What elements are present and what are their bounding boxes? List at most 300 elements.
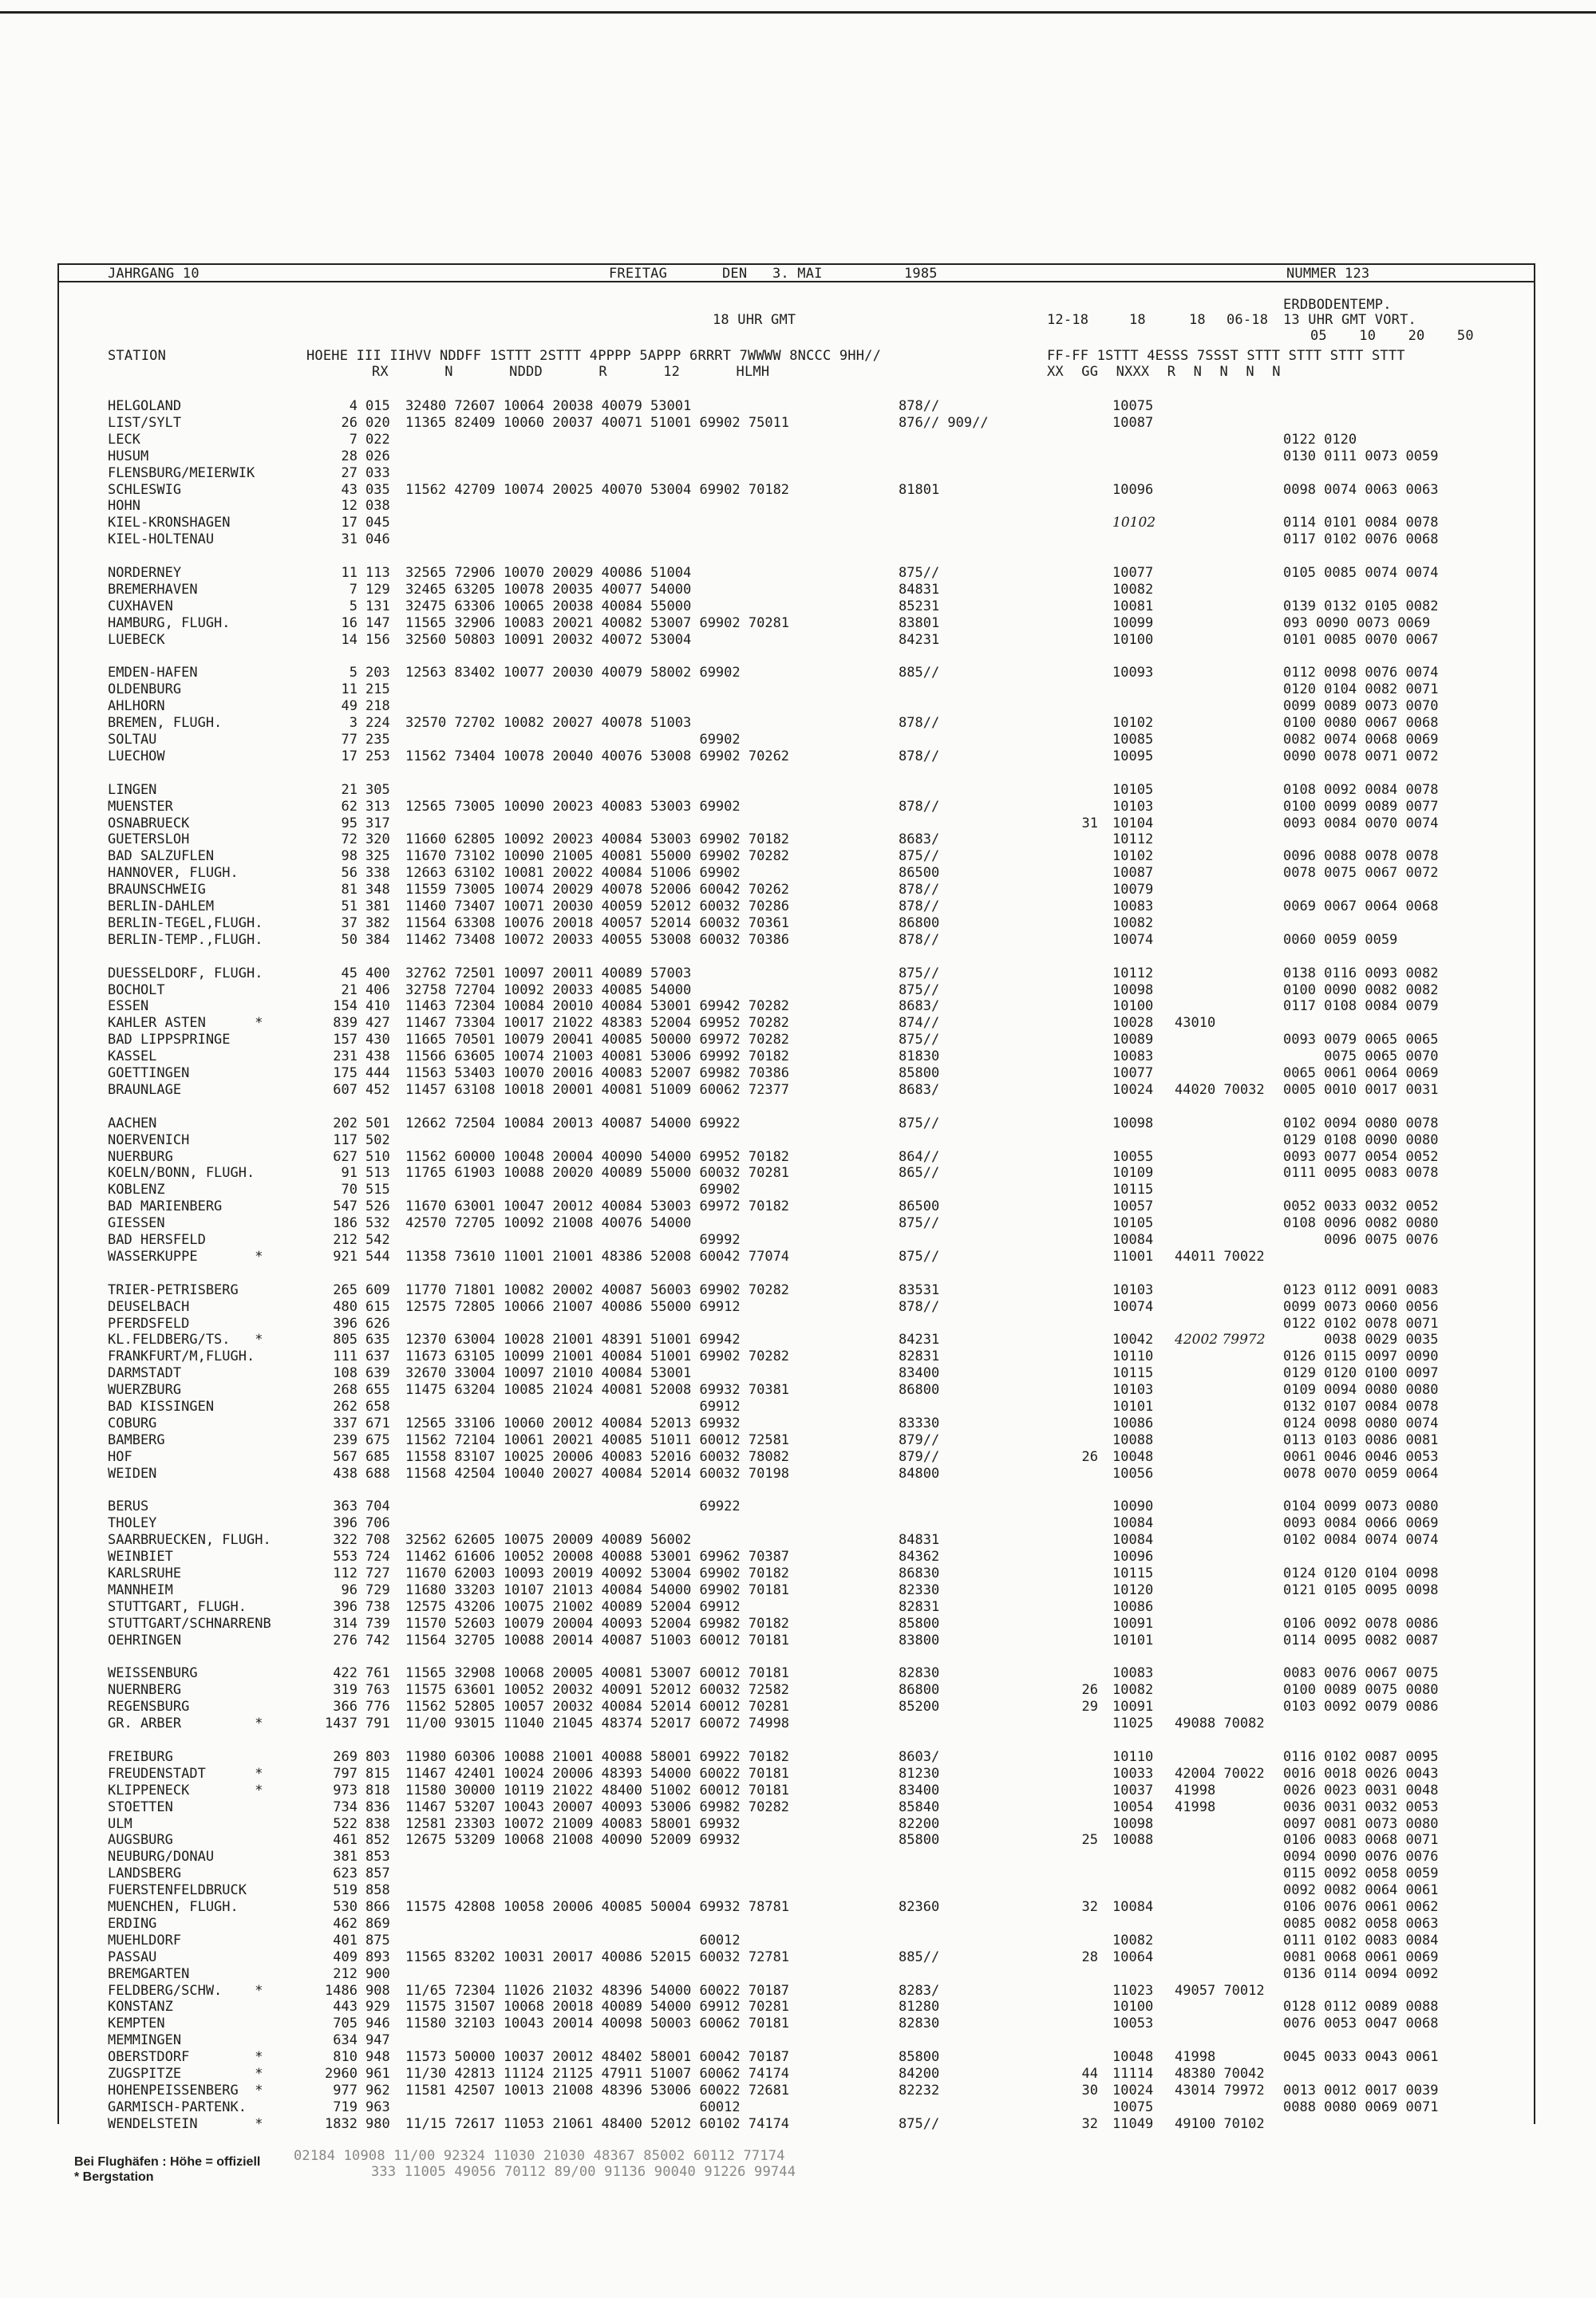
station-height: 810 [333, 2049, 358, 2066]
station-index: 852 [365, 1832, 390, 1849]
station-index: 637 [365, 1348, 390, 1365]
table-row [0, 465, 1596, 482]
table-row [0, 1065, 1596, 1082]
station-height: 409 [333, 1949, 358, 1965]
station-height: 705 [333, 2016, 358, 2032]
max-temp-group: 10112 [1112, 831, 1154, 848]
station-index: 452 [365, 1081, 390, 1098]
cloud-group: 83330 [899, 1415, 940, 1431]
soil-temperatures: 0016 0018 0026 0043 [1283, 1765, 1439, 1782]
synop-groups: 11680 33203 10107 21013 40084 54000 69902 70181 [405, 1581, 790, 1598]
cloud-group: 86500 [899, 865, 940, 882]
station-name: REGENSBURG [108, 1699, 190, 1716]
max-temp-group: 10055 [1112, 1148, 1154, 1165]
table-row [0, 1048, 1596, 1065]
cloud-group: 81801 [899, 481, 940, 498]
soil-temperatures: 093 0090 0073 0069 [1283, 614, 1431, 631]
max-temp-group: 10054 [1112, 1799, 1154, 1815]
station-height: 56 [341, 865, 358, 882]
station-index: 147 [365, 614, 390, 631]
soil-temperatures: 0069 0067 0064 0068 [1283, 898, 1439, 914]
soil-temperatures: 0114 0101 0084 0078 [1283, 515, 1439, 531]
synop-groups: 32562 62605 10075 20009 40089 56002 [405, 1532, 692, 1549]
soil-temperatures: 0085 0082 0058 0063 [1283, 1915, 1439, 1932]
station-height: 77 [341, 732, 358, 748]
station-height: 462 [333, 1915, 358, 1932]
station-index: 963 [365, 2099, 390, 2115]
station-index: 818 [365, 1782, 390, 1799]
max-temp-group: 10089 [1112, 1032, 1154, 1048]
station-height: 634 [333, 2032, 358, 2049]
station-height: 366 [333, 1699, 358, 1716]
station-height: 45 [341, 965, 358, 981]
footnote-mountain-station: * Bergstation [74, 2170, 154, 2184]
station-height: 81 [341, 882, 358, 898]
gust-value: 29 [1081, 1699, 1098, 1716]
station-index: 639 [365, 1365, 390, 1382]
time-13-heading: 13 UHR GMT VORT. [1283, 312, 1416, 328]
max-temp-group: 10110 [1112, 1348, 1154, 1365]
max-temp-group: 10101 [1112, 1399, 1154, 1415]
station-name: MUENCHEN, FLUGH. [108, 1899, 239, 1915]
station-index: 857 [365, 1866, 390, 1882]
synop-groups: 11562 73404 10078 20040 40076 53008 69902 70262 [405, 748, 790, 764]
max-temp-group: 10083 [1112, 898, 1154, 914]
station-index: 685 [365, 1448, 390, 1465]
synop-groups: 11467 53207 10043 20007 40093 53006 69982 70282 [405, 1799, 790, 1815]
table-row [0, 1149, 1596, 1166]
gust-value: 26 [1081, 1448, 1098, 1465]
station-height: 977 [333, 2082, 358, 2099]
synop-groups: 32570 72702 10082 20027 40078 51003 [405, 715, 692, 732]
station-index: 929 [365, 1999, 390, 2016]
table-row [0, 415, 1596, 432]
soil-temperatures: 0052 0033 0032 0052 [1283, 1198, 1439, 1215]
table-row [0, 1365, 1596, 1382]
table-row [0, 915, 1596, 932]
max-temp-group: 10115 [1112, 1182, 1154, 1198]
table-row [0, 1182, 1596, 1198]
cloud-group: 82200 [899, 1815, 940, 1832]
max-temp-group: 10120 [1112, 1581, 1154, 1598]
max-temp-group: 10042 [1112, 1332, 1154, 1348]
station-height: 111 [333, 1348, 358, 1365]
cloud-group: 875// [899, 565, 940, 581]
station-index: 045 [365, 515, 390, 531]
station-index: 908 [365, 1982, 390, 1999]
cloud-group: 875// [899, 1215, 940, 1232]
cloud-group: 85231 [899, 598, 940, 614]
station-index: 022 [365, 431, 390, 448]
soil-temperatures: 0106 0076 0061 0062 [1283, 1899, 1439, 1915]
station-name: KONSTANZ [108, 1999, 173, 2016]
station-height: 401 [333, 1932, 358, 1949]
date-label: 3. MAI [772, 266, 823, 282]
table-row [0, 1449, 1596, 1466]
max-temp-group: 10088 [1112, 1832, 1154, 1849]
station-name: AHLHORN [108, 698, 165, 715]
table-row [0, 1282, 1596, 1299]
synop-groups: 32670 33004 10097 21010 40084 53001 [405, 1365, 692, 1382]
station-index: 513 [365, 1165, 390, 1182]
station-height: 50 [341, 931, 358, 948]
station-index: 838 [365, 1815, 390, 1832]
synop-groups: 11670 62003 10093 20019 40092 53004 69902 70182 [405, 1566, 790, 1581]
station-height: 4 [349, 398, 358, 414]
station-name: ZUGSPITZE * [108, 2066, 263, 2082]
station-index: 046 [365, 531, 390, 548]
station-height: 3 [349, 715, 358, 732]
synop-groups: 11980 60306 10088 21001 40088 58001 69922 70182 [405, 1748, 790, 1765]
station-index: 020 [365, 414, 390, 431]
station-index: 502 [365, 1131, 390, 1148]
synop-groups: 11665 70501 10079 20041 40085 50000 69972 70282 [405, 1032, 790, 1048]
synop-groups: 12581 23303 10072 21009 40083 58001 69932 [405, 1815, 741, 1832]
table-row [0, 732, 1596, 748]
station-height: 519 [333, 1882, 358, 1899]
table-row [0, 1165, 1596, 1182]
station-index: 515 [365, 1182, 390, 1198]
table-row [0, 1816, 1596, 1833]
table-row [0, 2032, 1596, 2049]
station-height: 202 [333, 1115, 358, 1131]
soil-temperatures: 0038 0029 0035 [1283, 1332, 1439, 1348]
station-height: 5 [349, 665, 358, 681]
cloud-group: 82830 [899, 2016, 940, 2032]
station-index: 444 [365, 1065, 390, 1081]
table-row [0, 615, 1596, 632]
soil-temperatures: 0100 0080 0067 0068 [1283, 715, 1439, 732]
table-row [0, 1966, 1596, 1983]
table-row [0, 965, 1596, 982]
gust-value: 32 [1081, 1899, 1098, 1915]
max-temp-group: 10084 [1112, 1515, 1154, 1532]
soil-temperatures: 0060 0059 0059 [1283, 931, 1398, 948]
table-row [0, 1832, 1596, 1849]
cloud-group: 84231 [899, 631, 940, 648]
max-temp-group: 10082 [1112, 581, 1154, 598]
soil-temperatures: 0116 0102 0087 0095 [1283, 1748, 1439, 1765]
station-name: ULM [108, 1815, 132, 1832]
station-name: KEMPTEN [108, 2016, 165, 2032]
time-18-heading: 18 UHR GMT [713, 312, 796, 328]
extra-groups: 43010 [1175, 1015, 1216, 1032]
station-height: 839 [333, 1015, 358, 1032]
station-name: KAHLER ASTEN * [108, 1015, 263, 1032]
synop-groups: 11467 42401 10024 20006 48393 54000 60022 70181 [405, 1765, 790, 1782]
cloud-group: 85800 [899, 2049, 940, 2066]
station-name: WUERZBURG [108, 1382, 182, 1399]
station-name: SOLTAU [108, 732, 157, 748]
max-temp-group: 10081 [1112, 598, 1154, 614]
station-name: HANNOVER, FLUGH. [108, 865, 239, 882]
soil-temperatures: 0113 0103 0086 0081 [1283, 1431, 1439, 1448]
soil-temperatures: 0093 0084 0070 0074 [1283, 815, 1439, 831]
soil-temperatures: 0138 0116 0093 0082 [1283, 965, 1439, 981]
station-name: GOETTINGEN [108, 1065, 190, 1081]
table-row [0, 1082, 1596, 1099]
station-name: ESSEN [108, 998, 149, 1015]
soil-temperatures: 0111 0102 0083 0084 [1283, 1932, 1439, 1949]
station-name: EMDEN-HAFEN [108, 665, 198, 681]
station-index: 348 [365, 882, 390, 898]
extra-groups: 44011 70022 [1175, 1248, 1265, 1265]
synop-groups: 32475 63306 10065 20038 40084 55000 [405, 598, 692, 614]
max-temp-group: 10079 [1112, 882, 1154, 898]
max-temp-group: 10084 [1112, 1532, 1154, 1549]
code-heading-row1: HOEHE III IIHVV NDDFF 1STTT 2STTT 4PPPP 5APPP 6RRRT 7WWWW 8NCCC 9HH// [306, 348, 882, 364]
cloud-group: 82830 [899, 1665, 940, 1682]
cloud-group: 81280 [899, 1999, 940, 2016]
station-index: 727 [365, 1566, 390, 1581]
station-height: 112 [333, 1566, 358, 1581]
station-index: 947 [365, 2032, 390, 2049]
station-index: 129 [365, 581, 390, 598]
cloud-group: 82831 [899, 1348, 940, 1365]
station-name: GR. ARBER * [108, 1716, 263, 1732]
table-row [0, 998, 1596, 1015]
station-index: 688 [365, 1465, 390, 1482]
max-temp-group: 10098 [1112, 1815, 1154, 1832]
station-height: 28 [341, 448, 358, 464]
cloud-group: 875// [899, 2115, 940, 2132]
station-height: 627 [333, 1148, 358, 1165]
code-heading-row2: RX N NDDD R 12 HLMH [372, 364, 770, 380]
synop-groups: 12663 63102 10081 20022 40084 51006 69902 [405, 865, 741, 882]
synop-groups: 32560 50803 10091 20032 40072 53004 [405, 631, 692, 648]
max-temp-group: 10074 [1112, 1298, 1154, 1315]
station-name: NOERVENICH [108, 1131, 190, 1148]
max-temp-group: 10088 [1112, 1431, 1154, 1448]
station-name: TRIER-PETRISBERG [108, 1281, 239, 1298]
table-row [0, 665, 1596, 681]
max-temp-group: 10077 [1112, 565, 1154, 581]
table-row [0, 1783, 1596, 1799]
station-height: 49 [341, 698, 358, 715]
soil-temperatures: 0093 0084 0066 0069 [1283, 1515, 1439, 1532]
gust-value: 32 [1081, 2115, 1098, 2132]
max-temp-group: 10091 [1112, 1615, 1154, 1632]
synop-groups: 11580 30000 10119 21022 48400 51002 60012 70181 [405, 1782, 790, 1799]
max-temp-group: 10082 [1112, 914, 1154, 931]
station-height: 17 [341, 515, 358, 531]
table-row [0, 2016, 1596, 2032]
extra-groups: 44020 70032 [1175, 1081, 1265, 1098]
station-height: 212 [333, 1232, 358, 1248]
station-name: HOF [108, 1448, 132, 1465]
cloud-group: 875// [899, 848, 940, 865]
max-temp-group: 10028 [1112, 1015, 1154, 1032]
soil-temperatures: 0112 0098 0076 0074 [1283, 665, 1439, 681]
station-index: 708 [365, 1532, 390, 1549]
synop-groups: 11566 63605 10074 21003 40081 53006 69992 70182 [405, 1048, 790, 1065]
soil-temperatures: 0139 0132 0105 0082 [1283, 598, 1439, 614]
soil-temperatures: 0105 0085 0074 0074 [1283, 565, 1439, 581]
soil-temperatures: 0090 0078 0071 0072 [1283, 748, 1439, 764]
station-name: NUERNBERG [108, 1682, 182, 1699]
soil-temperatures: 0128 0112 0089 0088 [1283, 1999, 1439, 2016]
soil-temperatures: 0094 0090 0076 0076 [1283, 1849, 1439, 1866]
cloud-group: 86800 [899, 1682, 940, 1699]
soil-temperatures: 0081 0068 0061 0069 [1283, 1949, 1439, 1965]
synop-groups: 11670 63001 10047 20012 40084 53003 69972 70182 [405, 1198, 790, 1215]
station-height: 62 [341, 798, 358, 815]
table-row [0, 1232, 1596, 1249]
station-index: 113 [365, 565, 390, 581]
station-index: 948 [365, 2049, 390, 2066]
max-temp-group: 10103 [1112, 798, 1154, 815]
cloud-group: 84800 [899, 1465, 940, 1482]
extra-groups: 48380 70042 [1175, 2066, 1265, 2082]
cloud-group: 8683/ [899, 1081, 940, 1098]
station-height: 337 [333, 1415, 358, 1431]
table-row [0, 1132, 1596, 1149]
table-row [0, 898, 1596, 915]
soil-temperatures: 0122 0120 [1283, 431, 1357, 448]
station-name: GARMISCH-PARTENK. [108, 2099, 247, 2115]
table-row [0, 698, 1596, 715]
soil-temperatures: 0122 0102 0078 0071 [1283, 1315, 1439, 1332]
station-name: BOCHOLT [108, 981, 165, 998]
table-row [0, 982, 1596, 999]
extra-groups: 49088 70082 [1175, 1716, 1265, 1732]
station-index: 427 [365, 1015, 390, 1032]
station-index: 235 [365, 732, 390, 748]
cloud-group: 82330 [899, 1581, 940, 1598]
table-row [0, 1999, 1596, 2016]
table-row [0, 1299, 1596, 1316]
station-index: 742 [365, 1632, 390, 1648]
synop-groups: 12575 72805 10066 21007 40086 55000 69912 [405, 1298, 741, 1315]
cloud-group: 879// [899, 1431, 940, 1448]
max-temp-group: 10064 [1112, 1949, 1154, 1965]
cloud-group: 86800 [899, 1382, 940, 1399]
synop-groups: 32758 72704 10092 20033 40085 54000 [405, 981, 692, 998]
synop-groups: 11/00 93015 11040 21045 48374 52017 60072 74998 [405, 1716, 790, 1732]
cloud-group: 86500 [899, 1198, 940, 1215]
station-index: 033 [365, 464, 390, 481]
table-row [0, 2066, 1596, 2083]
cloud-group: 84362 [899, 1549, 940, 1566]
footnote-airport-height: Bei Flughäfen : Höhe = offiziell [74, 2155, 261, 2169]
station-index: 313 [365, 798, 390, 815]
station-index: 853 [365, 1849, 390, 1866]
station-height: 21 [341, 981, 358, 998]
table-row [0, 1399, 1596, 1416]
station-name: SAARBRUECKEN, FLUGH. [108, 1532, 271, 1549]
table-row [0, 1849, 1596, 1866]
table-row [0, 782, 1596, 799]
station-index: 015 [365, 398, 390, 414]
station-height: 719 [333, 2099, 358, 2115]
table-row [0, 748, 1596, 765]
station-name: GIESSEN [108, 1215, 165, 1232]
col-18-b: 18 [1189, 312, 1206, 328]
station-name: BAD MARIENBERG [108, 1198, 223, 1215]
extra-groups: 49057 70012 [1175, 1982, 1265, 1999]
station-height: 276 [333, 1632, 358, 1648]
synop-groups: 11770 71801 10082 20002 40087 56003 69902 70282 [405, 1281, 790, 1298]
cloud-group: 83400 [899, 1782, 940, 1799]
station-index: 035 [365, 481, 390, 498]
synop-groups: 32465 63205 10078 20035 40077 54000 [405, 581, 692, 598]
synop-groups: 11457 63108 10018 20001 40081 51009 60062 72377 [405, 1081, 790, 1098]
table-row [0, 1015, 1596, 1032]
station-name: CUXHAVEN [108, 598, 173, 614]
station-index: 156 [365, 631, 390, 648]
max-temp-group: 10075 [1112, 398, 1154, 414]
soil-temperatures: 0078 0075 0067 0072 [1283, 865, 1439, 882]
station-height: 27 [341, 464, 358, 481]
soil-temperatures: 0093 0077 0054 0052 [1283, 1148, 1439, 1165]
synop-groups: 12675 53209 10068 21008 40090 52009 69932 [405, 1832, 741, 1849]
max-temp-group: 10057 [1112, 1198, 1154, 1215]
soil-temperatures: 0098 0074 0063 0063 [1283, 481, 1439, 498]
max-temp-group: 10082 [1112, 1932, 1154, 1949]
station-index: 635 [365, 1332, 390, 1348]
gust-value: 25 [1081, 1832, 1098, 1849]
synop-groups: 12563 83402 10077 20030 40079 58002 69902 [405, 665, 741, 681]
table-row [0, 681, 1596, 698]
station-height: 51 [341, 898, 358, 914]
station-index: 384 [365, 931, 390, 948]
station-height: 921 [333, 1248, 358, 1265]
station-index: 320 [365, 831, 390, 848]
station-name: BERLIN-TEMP.,FLUGH. [108, 931, 263, 948]
cloud-group: 875// [899, 1248, 940, 1265]
gust-value: 28 [1081, 1949, 1098, 1965]
station-index: 218 [365, 698, 390, 715]
station-height: 11 [341, 565, 358, 581]
station-index: 962 [365, 2082, 390, 2099]
synop-groups: 69912 [405, 1399, 741, 1415]
cloud-group: 82831 [899, 1598, 940, 1615]
table-row [0, 848, 1596, 865]
table-row [0, 1432, 1596, 1449]
cloud-group: 885// [899, 1949, 940, 1965]
table-row [0, 1582, 1596, 1599]
synop-groups: 60012 [405, 2099, 741, 2115]
table-row [0, 1566, 1596, 1582]
station-name: ERDING [108, 1915, 157, 1932]
station-height: 95 [341, 815, 358, 831]
table-row [0, 1115, 1596, 1132]
station-name: WASSERKUPPE * [108, 1248, 263, 1265]
station-name: KLIPPENECK * [108, 1782, 263, 1799]
station-name: AACHEN [108, 1115, 157, 1131]
synop-groups: 11365 82409 10060 20037 40071 51001 69902 75011 [405, 414, 790, 431]
gust-value: 26 [1081, 1682, 1098, 1699]
station-index: 338 [365, 865, 390, 882]
station-name: BAD LIPPSPRINGE [108, 1032, 231, 1048]
max-temp-group: 10024 [1112, 1081, 1154, 1098]
cloud-group: 84231 [899, 1332, 940, 1348]
station-index: 946 [365, 2016, 390, 2032]
scan-edge-line [0, 11, 1596, 14]
station-name: NUERBURG [108, 1148, 173, 1165]
year-label: 1985 [904, 266, 938, 282]
table-row [0, 2099, 1596, 2116]
table-row [0, 482, 1596, 499]
max-temp-group: 10115 [1112, 1566, 1154, 1581]
max-temp-group: 11049 [1112, 2115, 1154, 2132]
cloud-group: 82360 [899, 1899, 940, 1915]
soil-temperatures: 0109 0094 0080 0080 [1283, 1382, 1439, 1399]
station-height: 805 [333, 1332, 358, 1348]
station-height: 37 [341, 914, 358, 931]
max-temp-group: 10104 [1112, 815, 1154, 831]
max-temp-group: 10105 [1112, 1215, 1154, 1232]
